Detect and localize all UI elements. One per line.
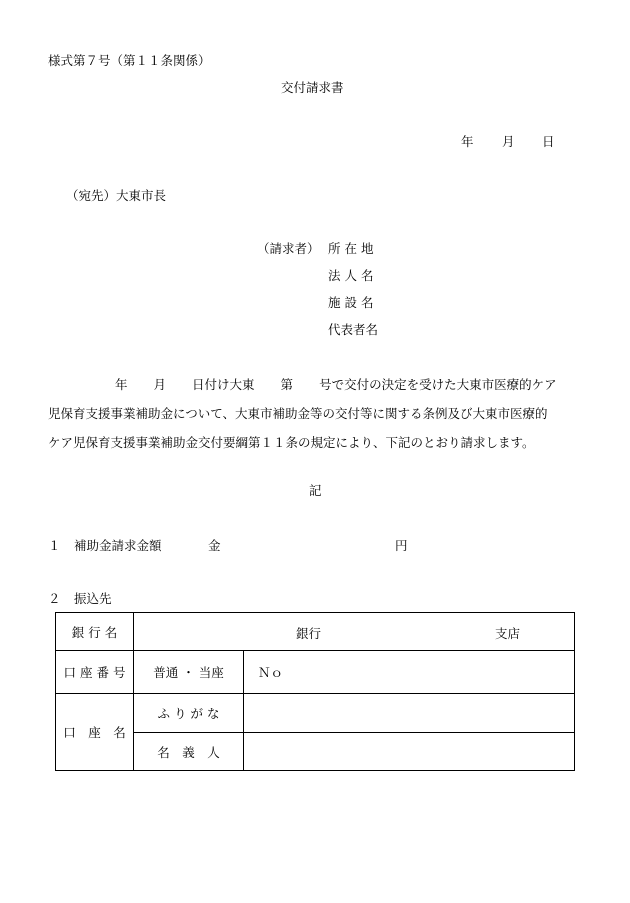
item-2-label: 振込先 xyxy=(74,591,112,606)
date-year: 年 xyxy=(461,134,474,149)
item-1-kin: 金 xyxy=(208,538,221,553)
item-2-number: ２ xyxy=(48,591,61,606)
item-1-number: １ xyxy=(48,538,61,553)
requester-representative-label: 代表者名 xyxy=(328,322,379,337)
item-1-yen: 円 xyxy=(395,538,408,553)
bank-suffix: 銀行 xyxy=(296,626,322,641)
body-line-1: 年 月 日付け大東 第 号で交付の決定を受けた大東市医療的ケア xyxy=(115,377,557,392)
body-paragraph xyxy=(48,370,588,457)
requester-address-label: 所 在 地 xyxy=(328,241,374,256)
addressee: （宛先）大東市長 xyxy=(66,188,167,203)
requester-corp-name-label: 法 人 名 xyxy=(328,268,374,283)
document-title: 交付請求書 xyxy=(281,80,344,95)
account-number-cell[interactable]: Ｎｏ xyxy=(244,651,575,694)
account-holder-label: 口 座 名 xyxy=(56,694,134,771)
branch-suffix: 支店 xyxy=(495,626,521,641)
account-type-cell[interactable]: 普通 ・ 当座 xyxy=(134,651,244,694)
ki-heading: 記 xyxy=(309,483,322,498)
holder-name-cell[interactable] xyxy=(244,733,575,771)
requester-prefix: （請求者） xyxy=(257,241,320,256)
holder-row-1 xyxy=(56,694,575,733)
form-number: 様式第７号（第１１条関係） xyxy=(48,53,211,68)
body-line-3: ケア児保育支援事業補助金交付要綱第１１条の規定により、下記のとおり請求します。 xyxy=(48,435,535,450)
bank-name-label: 銀 行 名 xyxy=(56,613,134,651)
bank-row xyxy=(56,613,575,651)
body-line-2: 児保育支援事業補助金について、大東市補助金等の交付等に関する条例及び大東市医療的 xyxy=(48,406,548,421)
requester-facility-label: 施 設 名 xyxy=(328,295,374,310)
item-1-label: 補助金請求金額 xyxy=(74,538,162,553)
account-row xyxy=(56,651,575,694)
date-month: 月 xyxy=(502,134,515,149)
date-day: 日 xyxy=(542,134,555,149)
bank-table xyxy=(55,612,575,771)
bank-name-cell[interactable] xyxy=(134,613,575,651)
account-number-label: 口 座 番 号 xyxy=(56,651,134,694)
holder-name-label: 名 義 人 xyxy=(134,733,244,771)
holder-row-2 xyxy=(56,733,575,771)
furigana-cell[interactable] xyxy=(244,694,575,733)
furigana-label: ふ り が な xyxy=(134,694,244,733)
